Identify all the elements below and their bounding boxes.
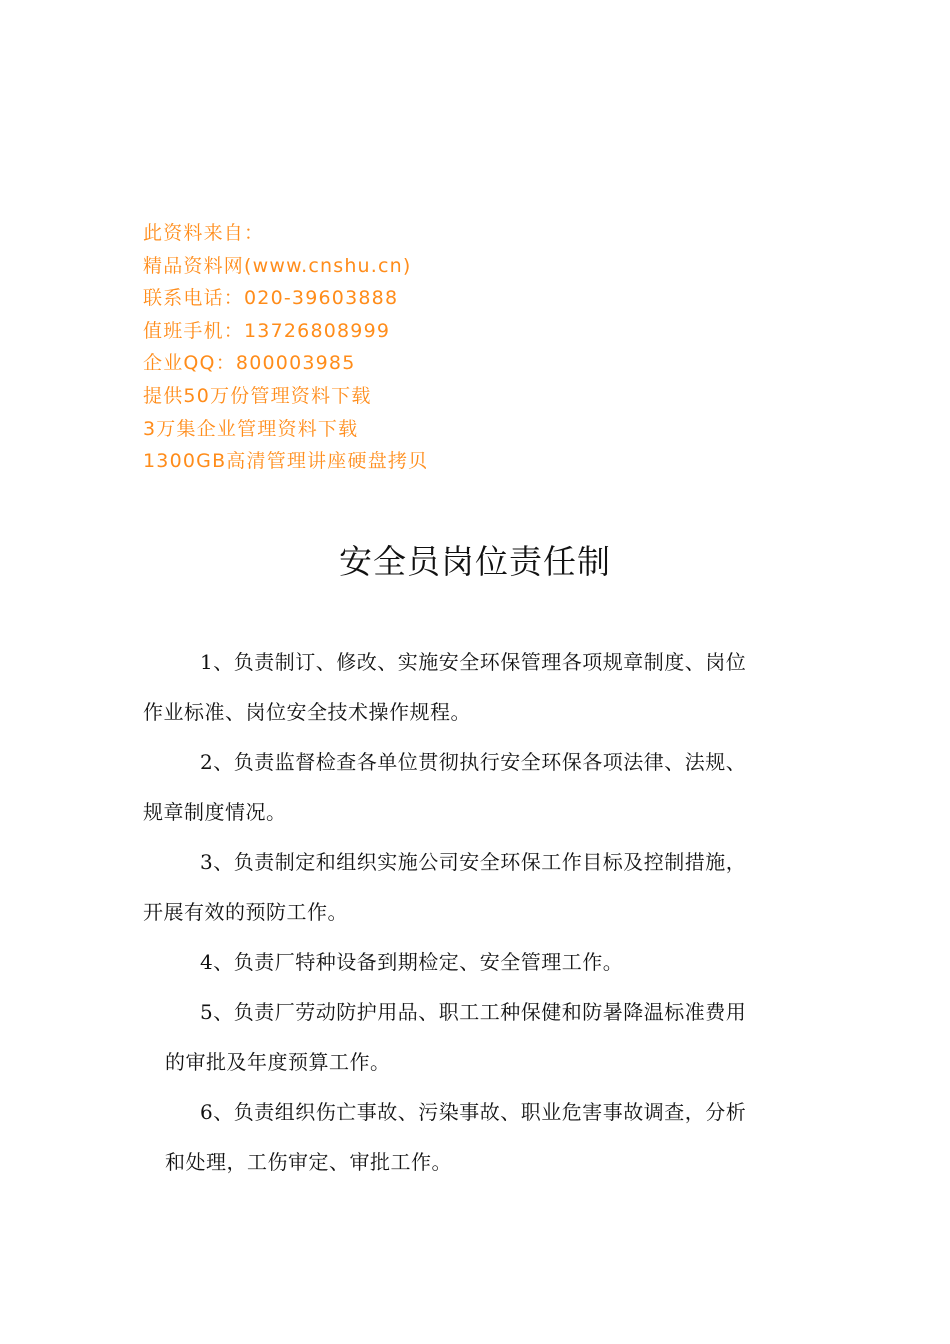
source-line-offer-1: 提供50万份管理资料下载 [143,384,372,407]
clause-6-line-2: 和处理，工伤审定、审批工作。 [165,1150,452,1174]
document-title: 安全员岗位责任制 [339,542,611,581]
clause-1 [143,637,808,737]
clause-2-line-1: 2、负责监督检查各单位贯彻执行安全环保各项法律、法规、 [200,750,747,774]
clause-5-line-1: 5、负责厂劳动防护用品、职工工种保健和防暑降温标准费用 [200,1000,747,1024]
source-info-block [143,217,563,478]
clause-1-line-1: 1、负责制订、修改、实施安全环保管理各项规章制度、岗位 [200,650,747,674]
clause-4 [143,937,808,987]
source-line-intro: 此资料来自： [143,222,265,244]
clause-2 [143,737,808,837]
source-line-website: 精品资料网(www.cnshu.cn) [143,254,412,277]
clause-list [143,637,808,1187]
clause-3 [143,837,808,937]
source-line-qq: 企业QQ：800003985 [143,352,356,375]
source-line-offer-2: 3万集企业管理资料下载 [143,417,359,440]
clause-4-line-1: 4、负责厂特种设备到期检定、安全管理工作。 [200,950,624,974]
clause-5 [143,987,808,1087]
clause-5-line-2: 的审批及年度预算工作。 [165,1050,391,1074]
clause-3-line-2: 开展有效的预防工作。 [143,900,348,924]
clause-1-line-2: 作业标准、岗位安全技术操作规程。 [143,700,471,724]
source-line-mobile: 值班手机：13726808999 [143,319,391,342]
source-line-offer-3: 1300GB高清管理讲座硬盘拷贝 [143,450,429,473]
clause-6 [143,1087,808,1187]
source-line-phone: 联系电话：020-39603888 [143,287,399,310]
clause-2-line-2: 规章制度情况。 [143,800,287,824]
clause-3-line-1: 3、负责制定和组织实施公司安全环保工作目标及控制措施， [200,850,747,874]
clause-6-line-1: 6、负责组织伤亡事故、污染事故、职业危害事故调查，分析 [200,1100,747,1124]
